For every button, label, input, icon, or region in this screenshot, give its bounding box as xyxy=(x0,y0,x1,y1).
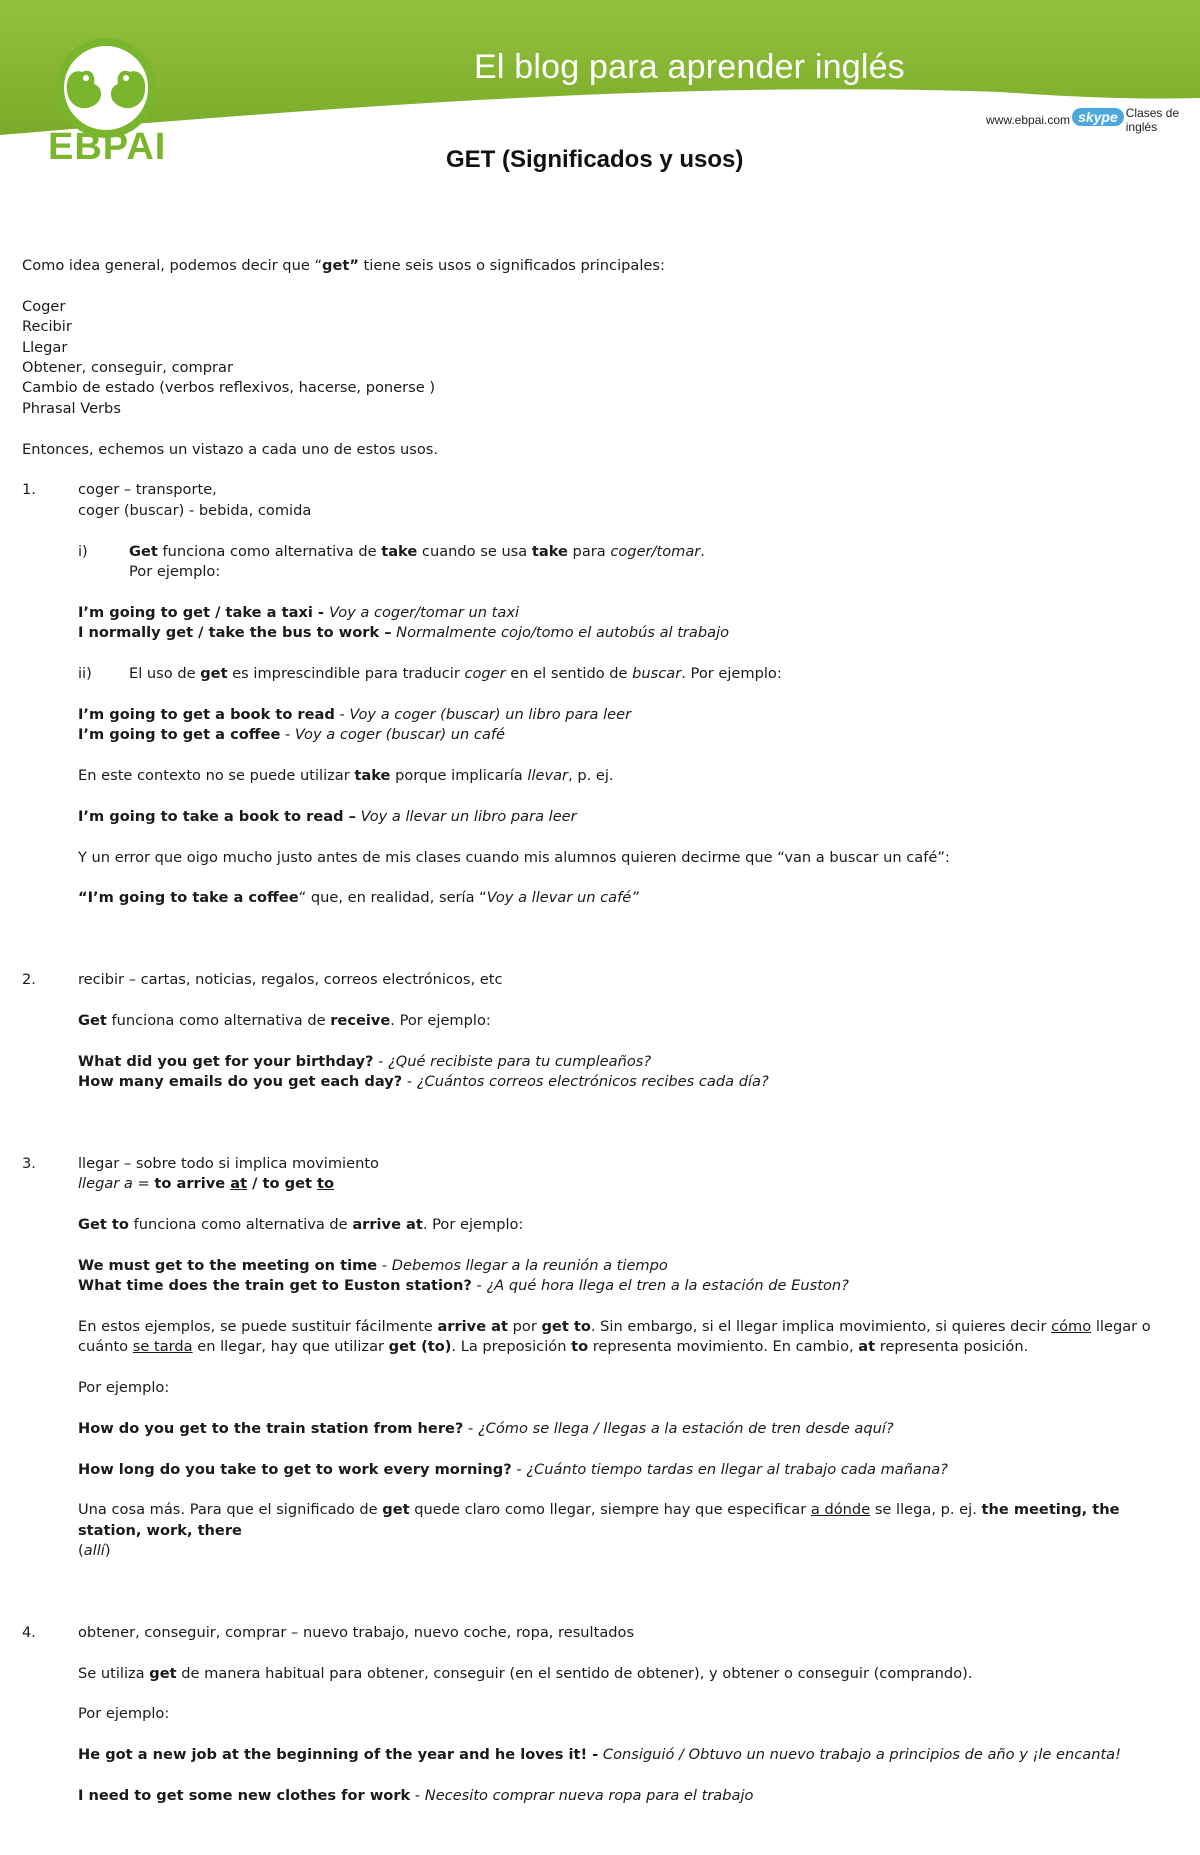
example-line xyxy=(22,1276,1178,1296)
text: por xyxy=(508,1317,542,1335)
text: porque implicaría xyxy=(390,767,528,785)
example-line xyxy=(22,807,1178,827)
separator: - xyxy=(410,1787,425,1804)
separator: - xyxy=(280,726,295,744)
separator: - xyxy=(471,1277,487,1295)
use-item: Coger xyxy=(22,297,66,315)
example-english: I need to get some new clothes for work xyxy=(78,1787,411,1804)
example-line xyxy=(22,705,1178,725)
term-italic: llegar a xyxy=(78,1175,133,1193)
example-line xyxy=(22,888,1178,908)
separator: - xyxy=(511,1460,527,1478)
text: Se utiliza xyxy=(78,1664,150,1682)
page-title: GET (Significados y usos) xyxy=(446,146,744,173)
example-spanish: Necesito comprar nueva ropa para el trabajo xyxy=(424,1787,754,1804)
example-spanish: ¿A qué hora llega el tren a la estación de Euston? xyxy=(486,1277,849,1295)
example-line xyxy=(22,603,1178,623)
por-ejemplo: Por ejemplo: xyxy=(78,1705,170,1723)
example-spanish: Consiguió / Obtuvo un nuevo trabajo a principios de año y ¡le encanta! xyxy=(602,1746,1121,1764)
use-item: Llegar xyxy=(22,338,68,356)
section-3-heading xyxy=(22,1154,1178,1174)
section-number: 4. xyxy=(22,1623,36,1641)
example-spanish: Voy a coger (buscar) un libro para leer xyxy=(349,705,632,723)
example-english: “I’m going to take a coffee xyxy=(78,889,299,907)
term: / to get xyxy=(247,1175,318,1193)
term-italic: buscar xyxy=(632,665,682,683)
text: llegar o cuánto xyxy=(78,1317,1151,1356)
explanation-paragraph xyxy=(22,1317,1178,1358)
example-english: What did you get for your birthday? xyxy=(78,1052,374,1070)
term: Get xyxy=(129,542,158,560)
subsection-ii xyxy=(22,664,1178,684)
skype-icon: skype xyxy=(1072,108,1124,126)
term: take xyxy=(381,542,418,560)
text: = xyxy=(132,1175,155,1193)
separator: - xyxy=(377,1256,392,1274)
context-paragraph xyxy=(22,766,1178,786)
text: funciona como alternativa de xyxy=(128,1215,353,1233)
term: get to xyxy=(541,1317,591,1335)
term: to xyxy=(571,1338,589,1356)
example-english: We must get to the meeting on time xyxy=(78,1256,378,1274)
text: funciona como alternativa de xyxy=(106,1011,331,1029)
example-line xyxy=(22,1256,1178,1276)
text: “ que, en realidad, sería “ xyxy=(298,889,487,907)
term: get xyxy=(149,1664,177,1682)
site-contact-line xyxy=(986,106,1200,134)
term: take xyxy=(354,767,391,785)
example-english: I normally get / take the bus to work – xyxy=(78,624,392,642)
term: get (to) xyxy=(388,1338,452,1356)
term: the meeting, the station, work, there xyxy=(78,1501,1120,1539)
text: . Sin embargo, si el llegar implica movimiento, si quieres decir xyxy=(590,1317,1052,1335)
document-body xyxy=(22,256,1178,1806)
term: at xyxy=(858,1338,876,1356)
section-heading-line xyxy=(22,1174,1178,1194)
separator: - xyxy=(402,1073,417,1091)
term-underlined: at xyxy=(230,1175,248,1193)
example-english: I’m going to get a book to read xyxy=(78,705,335,723)
section-heading-line: llegar – sobre todo si implica movimiento xyxy=(78,1154,379,1172)
explanation-paragraph xyxy=(22,1011,1178,1031)
term: take xyxy=(531,542,568,560)
classes-label: Clases de inglés xyxy=(1125,106,1180,134)
example-english: I’m going to get / take a taxi xyxy=(78,603,313,621)
section-heading-line: obtener, conseguir, comprar – nuevo trabajo, nuevo coche, ropa, resultados xyxy=(78,1623,635,1641)
example-spanish: Voy a coger (buscar) un café xyxy=(294,726,505,744)
example-spanish: Voy a llevar un café” xyxy=(486,889,639,907)
explanation-paragraph xyxy=(22,1500,1178,1561)
use-item: Phrasal Verbs xyxy=(22,399,121,417)
example-spanish: Voy a llevar un libro para leer xyxy=(360,807,577,825)
use-item: Obtener, conseguir, comprar xyxy=(22,359,233,377)
intro-get: get” xyxy=(322,257,359,274)
blog-title: El blog para aprender inglés xyxy=(474,48,905,86)
example-line xyxy=(22,1072,1178,1092)
explanation-paragraph xyxy=(22,1215,1178,1235)
logo-text: EBPAI xyxy=(48,126,167,168)
example-line xyxy=(22,1460,1178,1480)
section-number: 2. xyxy=(22,971,36,989)
term: get xyxy=(200,665,228,683)
text: El uso de xyxy=(129,665,201,683)
example-line xyxy=(22,1786,1178,1806)
term-underlined: se tarda xyxy=(132,1338,193,1356)
term: receive xyxy=(330,1011,391,1029)
example-spanish: ¿Cuántos correos electrónicos recibes cada día? xyxy=(416,1073,769,1091)
text: se llega, p. ej. xyxy=(870,1501,982,1519)
use-item: Cambio de estado (verbos reflexivos, hacerse, ponerse ) xyxy=(22,379,436,397)
por-ejemplo: Por ejemplo: xyxy=(129,563,221,581)
example-line xyxy=(22,1052,1178,1072)
term: arrive at xyxy=(437,1317,508,1335)
text: En este contexto no se puede utilizar xyxy=(78,767,355,785)
text: representa movimiento. En cambio, xyxy=(588,1338,859,1356)
separator: - xyxy=(312,603,330,621)
section-4-heading xyxy=(22,1623,1178,1643)
text: en llegar, hay que utilizar xyxy=(192,1338,389,1356)
section-2-heading xyxy=(22,970,1178,990)
section-heading-line: recibir – cartas, noticias, regalos, correos electrónicos, etc xyxy=(78,971,503,989)
example-spanish: Debemos llegar a la reunión a tiempo xyxy=(391,1256,668,1274)
example-line xyxy=(22,725,1178,745)
text: funciona como alternativa de xyxy=(157,542,382,560)
text: En estos ejemplos, se puede sustituir fácilmente xyxy=(78,1317,438,1335)
text: representa posición. xyxy=(875,1338,1029,1356)
text: Una cosa más. Para que el significado de xyxy=(78,1501,383,1519)
example-line xyxy=(22,1419,1178,1439)
site-url[interactable]: www.ebpai.com xyxy=(986,113,1071,127)
text: ) xyxy=(104,1542,111,1560)
explanation-paragraph xyxy=(22,1664,1178,1684)
section-heading-line: coger – transporte, xyxy=(78,481,217,499)
intro-text-a: Como idea general, podemos decir que “ xyxy=(22,257,322,274)
example-spanish: ¿Cuánto tiempo tardas en llegar al trabajo cada mañana? xyxy=(526,1460,948,1478)
text: en el sentido de xyxy=(505,665,633,683)
example-spanish: Normalmente cojo/tomo el autobús al trabajo xyxy=(396,624,730,642)
text: , p. ej. xyxy=(568,767,614,785)
intro-text-c: tiene seis usos o significados principales: xyxy=(358,257,665,274)
text: . Por ejemplo: xyxy=(390,1011,491,1029)
term-underlined: to xyxy=(317,1175,335,1193)
example-english: I’m going to get a coffee xyxy=(78,726,281,744)
intro-paragraph xyxy=(22,256,1178,276)
text: cuando se usa xyxy=(417,542,532,560)
term-italic: coger xyxy=(464,665,506,683)
separator: - xyxy=(334,705,350,723)
term-italic: llevar xyxy=(527,767,569,785)
text: ( xyxy=(78,1542,84,1560)
example-spanish: Voy a coger/tomar un taxi xyxy=(329,603,520,621)
example-spanish: ¿Cómo se llega / llegas a la estación de tren desde aquí? xyxy=(477,1419,894,1437)
lead-paragraph: Entonces, echemos un vistazo a cada uno de estos usos. xyxy=(22,440,439,458)
section-number: 3. xyxy=(22,1154,36,1172)
term: Get xyxy=(78,1011,107,1029)
error-paragraph: Y un error que oigo mucho justo antes de mis clases cuando mis alumnos quieren decirme que “van a buscar un café”: xyxy=(78,848,950,866)
term-underlined: a dónde xyxy=(810,1501,871,1519)
section-heading-line: coger (buscar) - bebida, comida xyxy=(78,501,312,519)
example-english: How long do you take to get to work every morning? xyxy=(78,1460,512,1478)
term-italic: coger/tomar xyxy=(610,542,701,560)
section-1-heading xyxy=(22,480,1178,500)
term: get xyxy=(382,1501,410,1519)
example-line xyxy=(22,623,1178,643)
text: de manera habitual para obtener, conseguir (en el sentido de obtener), y obtener o conseguir (comprando). xyxy=(176,1664,973,1682)
text: . Por ejemplo: xyxy=(681,665,782,683)
separator: - xyxy=(463,1419,478,1437)
subsection-label: ii) xyxy=(78,665,92,683)
example-english: How many emails do you get each day? xyxy=(78,1073,403,1091)
example-spanish: ¿Qué recibiste para tu cumpleaños? xyxy=(388,1052,652,1070)
section-number: 1. xyxy=(22,481,36,499)
subsection-i xyxy=(22,542,1178,562)
example-english: I’m going to take a book to read – xyxy=(78,807,356,825)
example-english: How do you get to the train station from here? xyxy=(78,1419,464,1437)
term: Get to xyxy=(78,1215,129,1233)
text: para xyxy=(567,542,611,560)
use-item: Recibir xyxy=(22,318,72,336)
term-underlined: cómo xyxy=(1051,1317,1092,1335)
separator: - xyxy=(373,1052,389,1070)
term: to arrive xyxy=(154,1175,231,1193)
text: . La preposición xyxy=(451,1338,572,1356)
text: es imprescindible para traducir xyxy=(227,665,465,683)
example-english: He got a new job at the beginning of the year and he loves it! - xyxy=(78,1746,599,1764)
text: . xyxy=(700,542,705,560)
example-english: What time does the train get to Euston station? xyxy=(78,1277,472,1295)
term-italic: allí xyxy=(83,1542,105,1560)
por-ejemplo: Por ejemplo: xyxy=(78,1379,170,1397)
text: . Por ejemplo: xyxy=(422,1215,524,1233)
example-line xyxy=(22,1745,1178,1765)
text: quede claro como llegar, siempre hay que especificar xyxy=(409,1501,811,1519)
term: arrive at xyxy=(352,1215,423,1233)
subsection-label: i) xyxy=(78,542,88,560)
